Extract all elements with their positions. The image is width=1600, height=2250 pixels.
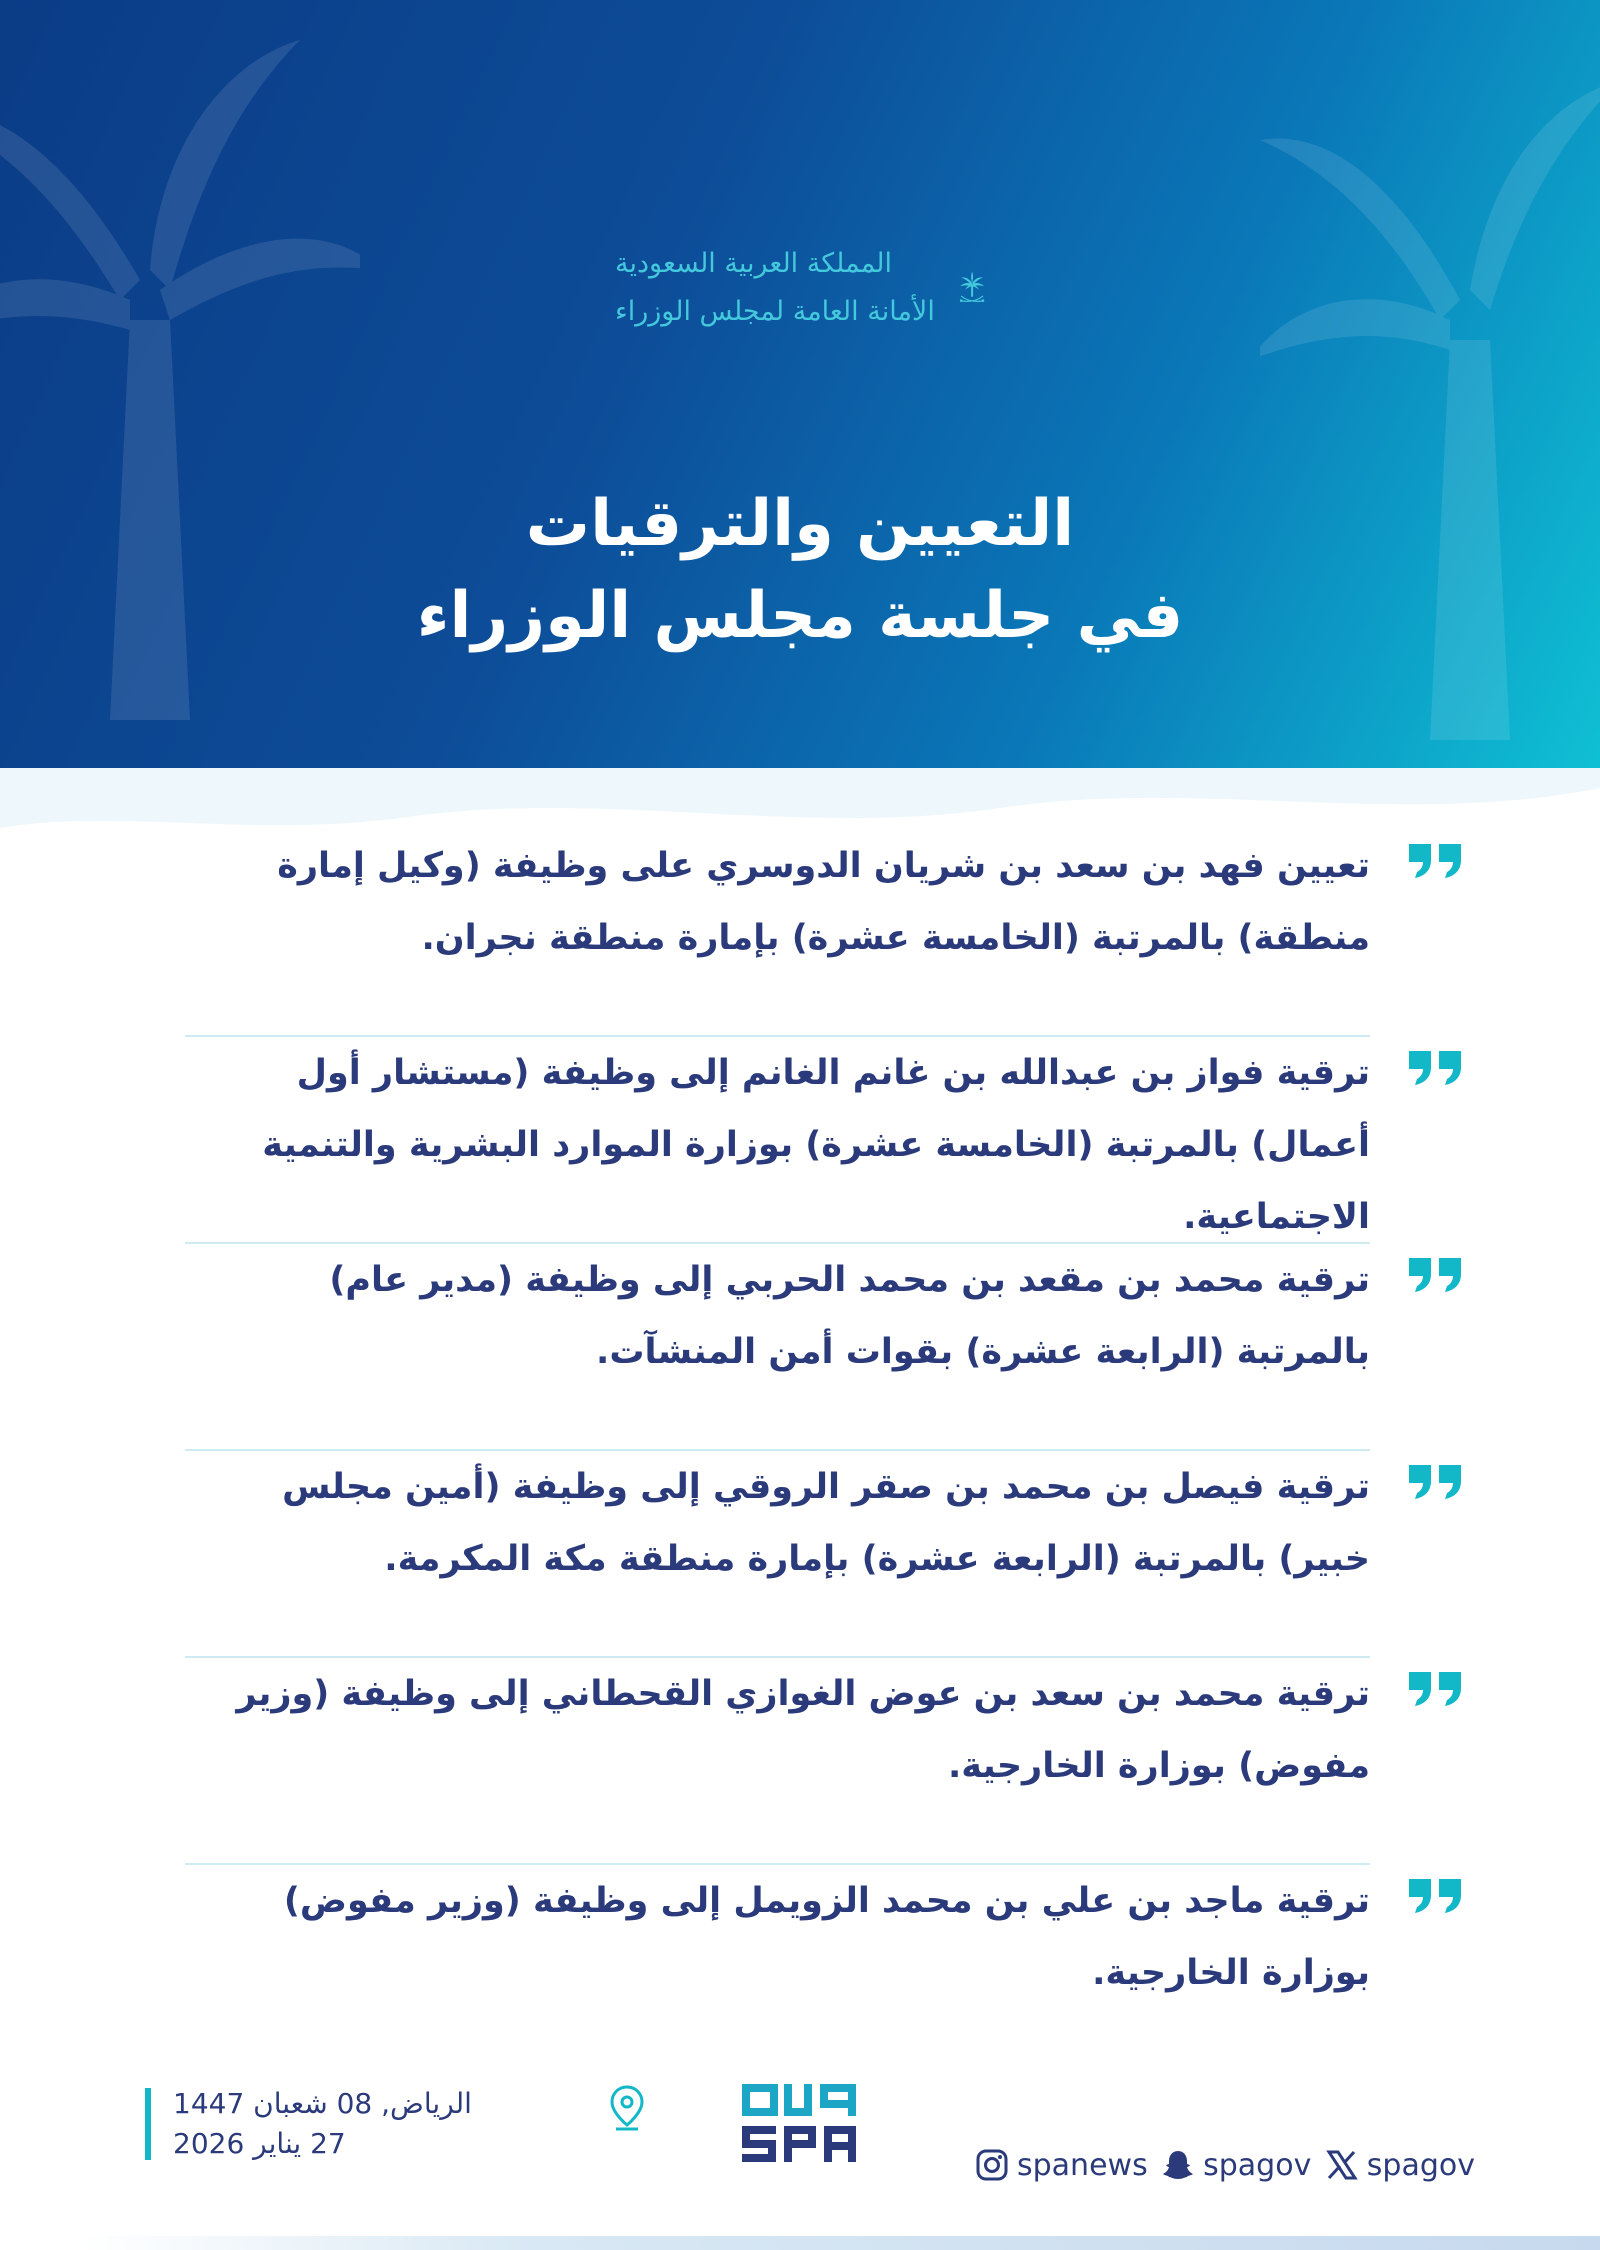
social-snapchat[interactable] <box>1161 2148 1311 2183</box>
bottom-gradient-bar <box>80 2236 1600 2250</box>
palm-swords-emblem-icon <box>959 221 985 355</box>
location-pin-icon <box>610 2085 644 2131</box>
item-text: ترقية فواز بن عبدالله بن غانم الغانم إلى وظيفة (مستشار أول أعمال) بالمرتبة (الخامسة عشرة) بوزارة الموارد البشرية والتنمية الاجتماعية. <box>262 1053 1370 1237</box>
header-banner <box>0 0 1600 768</box>
quote-icon <box>1405 842 1465 878</box>
title-line-2: في جلسة مجلس الوزراء <box>416 579 1184 653</box>
date-accent-bar <box>145 2088 151 2160</box>
quote-icon <box>1405 1049 1465 1085</box>
gregorian-date: 27 يناير 2026 <box>173 2127 346 2160</box>
social-x[interactable] <box>1325 2148 1475 2183</box>
snapchat-handle: spagov <box>1203 2147 1312 2183</box>
quote-icon <box>1405 1877 1465 1913</box>
logo-text <box>615 244 935 332</box>
list-item <box>165 1037 1465 1244</box>
logo-line-secretariat: الأمانة العامة لمجلس الوزراء <box>615 296 935 327</box>
list-item <box>165 1658 1465 1865</box>
page-title <box>300 470 1300 670</box>
list-item <box>165 830 1465 1037</box>
title-line-1: التعيين والترقيات <box>525 487 1075 561</box>
hijri-date: الرياض, 08 شعبان 1447 <box>173 2087 472 2120</box>
government-logo <box>615 218 985 358</box>
x-handle: spagov <box>1366 2147 1475 2183</box>
social-links <box>975 2140 1475 2190</box>
social-instagram[interactable] <box>975 2148 1148 2183</box>
quote-icon <box>1405 1670 1465 1706</box>
list-item <box>165 1451 1465 1658</box>
instagram-handle: spanews <box>1017 2147 1148 2183</box>
quote-icon <box>1405 1256 1465 1292</box>
list-item <box>165 1865 1465 2072</box>
item-text: ترقية محمد بن سعد بن عوض الغوازي القحطاني إلى وظيفة (وزير مفوض) بوزارة الخارجية. <box>236 1674 1370 1786</box>
item-text: ترقية ماجد بن علي بن محمد الزويمل إلى وظيفة (وزير مفوض) بوزارة الخارجية. <box>283 1881 1370 1993</box>
palm-decoration-right-icon <box>1260 40 1600 740</box>
item-text: ترقية محمد بن مقعد بن محمد الحربي إلى وظيفة (مدير عام) بالمرتبة (الرابعة عشرة) بقوات أمن المنشآت. <box>329 1260 1370 1372</box>
date-lines <box>173 2087 472 2161</box>
item-text: تعيين فهد بن سعد بن شريان الدوسري على وظيفة (وكيل إمارة منطقة) بالمرتبة (الخامسة عشرة) بإمارة منطقة نجران. <box>277 846 1370 958</box>
appointments-list <box>165 830 1465 2072</box>
date-block <box>145 2088 665 2160</box>
instagram-icon <box>975 2148 1009 2182</box>
item-text: ترقية فيصل بن محمد بن صقر الروقي إلى وظيفة (أمين مجلس خبير) بالمرتبة (الرابعة عشرة) بإمارة منطقة مكة المكرمة. <box>282 1467 1370 1579</box>
quote-icon <box>1405 1463 1465 1499</box>
logo-line-kingdom: المملكة العربية السعودية <box>615 248 893 279</box>
list-item <box>165 1244 1465 1451</box>
snapchat-icon <box>1161 2148 1195 2182</box>
spa-logo-icon <box>740 2082 860 2164</box>
x-icon <box>1325 2148 1359 2182</box>
